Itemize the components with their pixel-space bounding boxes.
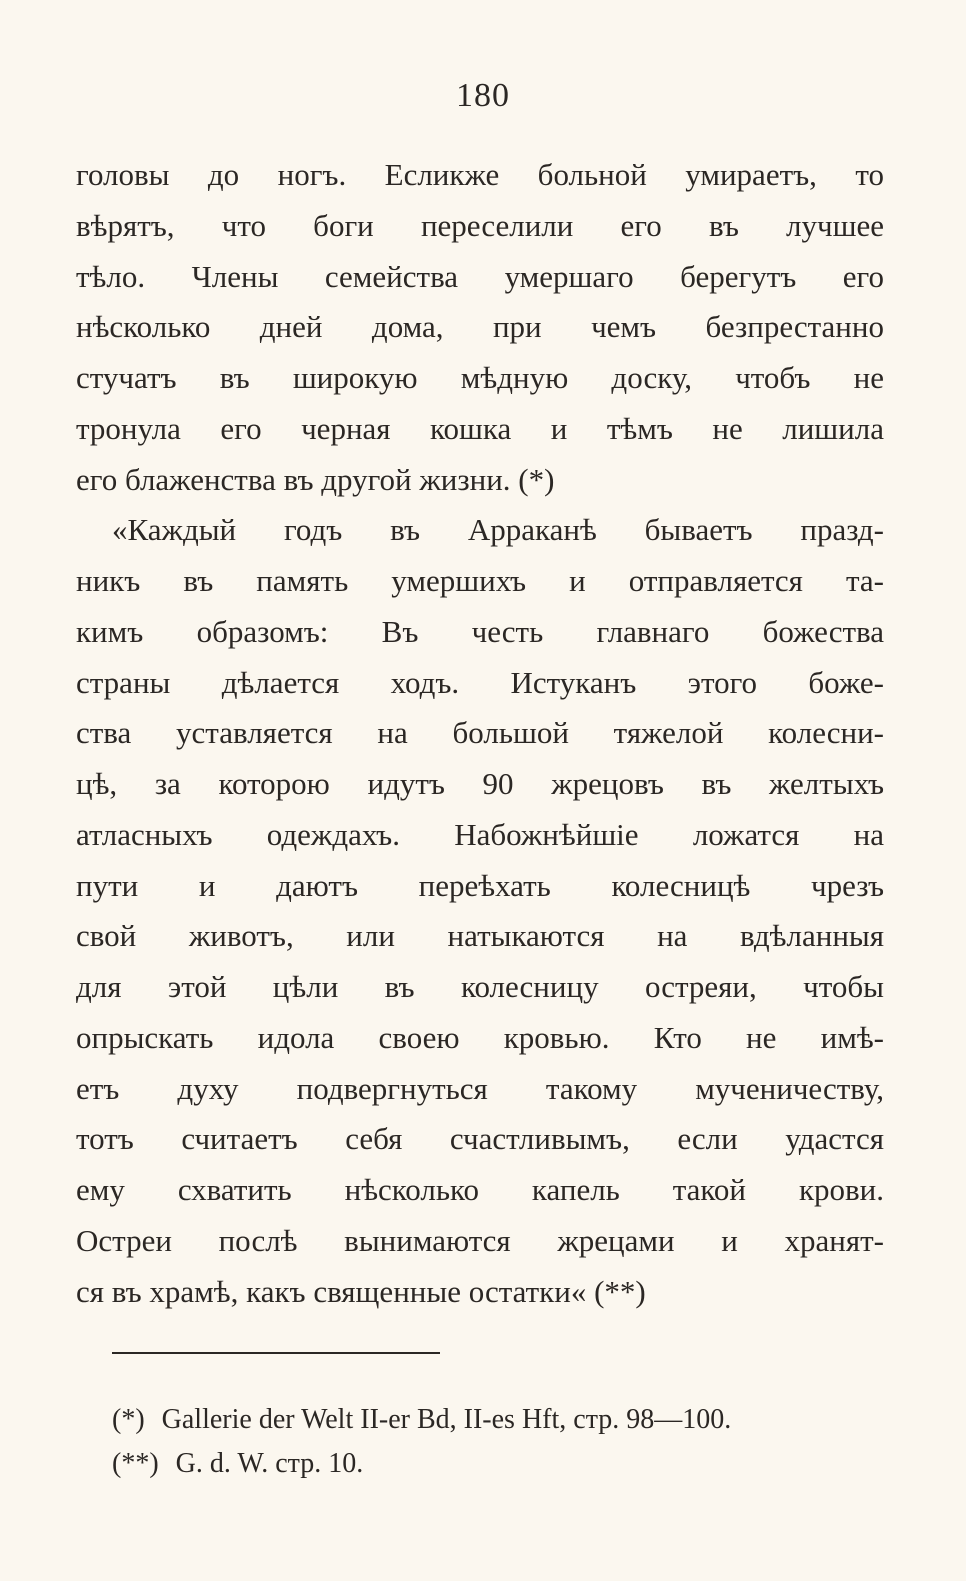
text-line: никъ въ память умершихъ и отправляется та- bbox=[76, 563, 884, 598]
text-line: тотъ считаетъ себя счастливымъ, если удастся bbox=[76, 1121, 884, 1157]
footnote-text: G. d. W. стр. 10. bbox=[175, 1448, 364, 1479]
footnote-marker: (**) bbox=[112, 1448, 159, 1479]
text-line: его блаженства въ другой жизни. (*) bbox=[76, 461, 555, 497]
footnote-marker: (*) bbox=[112, 1404, 145, 1435]
footnote-divider bbox=[112, 1352, 440, 1354]
text-line: ся въ храмѣ, какъ священные остатки« (**) bbox=[76, 1273, 646, 1309]
text-line: Остреи послѣ вынимаются жрецами и хранят- bbox=[76, 1222, 884, 1258]
text-line: ему схватить нѣсколько капель такой крови. bbox=[76, 1172, 884, 1207]
text-line: нѣсколько дней дома, при чемъ безпрестанно bbox=[76, 309, 884, 345]
footnotes bbox=[112, 1398, 890, 1486]
text-line: етъ духу подвергнуться такому мученичеству, bbox=[76, 1070, 884, 1106]
text-line: вѣрятъ, что боги переселили его въ лучшее bbox=[76, 207, 884, 243]
text-line: атласныхъ одеждахъ. Набожнѣйшіе ложатся на bbox=[76, 816, 884, 852]
text-line: стучатъ въ широкую мѣдную доску, чтобъ не bbox=[76, 360, 884, 395]
text-line: опрыскать идола своею кровью. Кто не имѣ- bbox=[76, 1019, 884, 1055]
page-number: 180 bbox=[456, 77, 510, 114]
text-line: свой животъ, или натыкаются на вдѣланныя bbox=[76, 918, 884, 954]
text-line: кимъ образомъ: Въ честь главнаго божества bbox=[76, 613, 884, 649]
text-line: ства уставляется на большой тяжелой колесни- bbox=[76, 715, 884, 751]
main-text bbox=[76, 150, 884, 1317]
text-line: тронула его черная кошка и тѣмъ не лишила bbox=[76, 410, 884, 446]
text-line: цѣ, за которою идутъ 90 жрецовъ въ желтыхъ bbox=[76, 766, 884, 801]
text-line: головы до ногъ. Есликже больной умираетъ, то bbox=[76, 157, 884, 192]
footnote-text: Gallerie der Welt II-er Bd, II-es Hft, стр. 98—100. bbox=[161, 1404, 732, 1435]
text-line: пути и даютъ переѣхать колесницѣ чрезъ bbox=[76, 867, 884, 903]
footnote bbox=[112, 1398, 890, 1442]
text-line: тѣло. Члены семейства умершаго берегутъ его bbox=[76, 258, 884, 294]
footnote bbox=[112, 1442, 890, 1486]
text-line: страны дѣлается ходъ. Истуканъ этого боже- bbox=[76, 664, 884, 700]
text-line: «Каждый годъ въ Арраканѣ бываетъ празд- bbox=[112, 512, 884, 548]
text-line: для этой цѣли въ колесницу остреяи, чтобы bbox=[76, 969, 884, 1004]
